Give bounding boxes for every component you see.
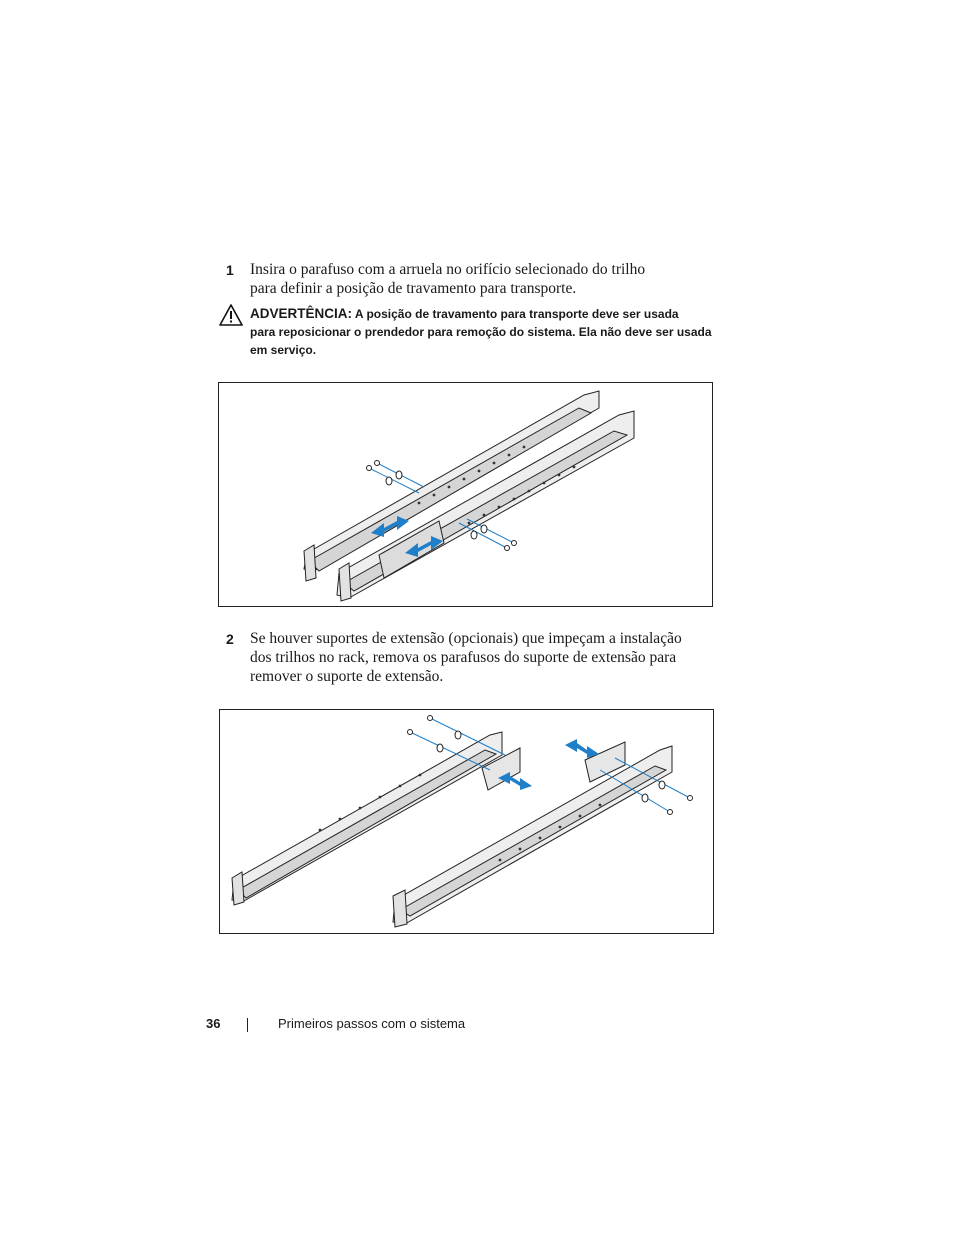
screw-icon [408,730,413,735]
rail-right-bracket [393,890,407,927]
figure-rail-transport-lock [218,382,713,607]
rail-illustration-2 [220,710,715,935]
rail-front-bracket [339,563,351,601]
rail-illustration-1 [219,383,714,608]
warning-block [250,305,720,359]
step-2-line: Se houver suportes de extensão (opcionais) que impeçam a instalação [250,630,682,647]
step-1-text [250,260,720,298]
screw-icon [668,810,673,815]
step-2-number: 2 [226,631,234,647]
page-number: 36 [206,1016,221,1031]
step-2-line: remover o suporte de extensão. [250,668,444,685]
washer-icon [642,794,648,802]
warning-line-1: A posição de travamento para transporte deve ser usada [354,307,679,321]
rail-left-bracket [232,872,244,905]
screw-icon [375,461,380,466]
warning-label: ADVERTÊNCIA: [250,306,353,321]
washer-icon [471,531,477,539]
screw-icon [688,796,693,801]
warning-line-3: em serviço. [250,343,317,357]
washer-icon [455,731,461,739]
footer-divider [247,1018,248,1032]
step-1-number: 1 [226,262,234,278]
washer-icon [396,471,402,479]
step-1-line: Insira o parafuso com a arruela no orifício selecionado do trilho [250,261,646,278]
figure-extension-bracket-removal [219,709,714,934]
warning-triangle-icon [219,304,243,326]
step-2-text [250,629,720,686]
rail-back-bracket [304,545,316,581]
section-title: Primeiros passos com o sistema [278,1016,466,1031]
washer-icon [386,477,392,485]
washer-icon [437,744,443,752]
step-1-line: para definir a posição de travamento para transporte. [250,280,577,297]
screw-icon [505,546,510,551]
screw-icon [428,716,433,721]
step-2-line: dos trilhos no rack, remova os parafusos do suporte de extensão para [250,649,677,666]
washer-icon [481,525,487,533]
warning-line [250,305,720,323]
warning-line-2: para reposicionar o prendedor para remoção do sistema. Ela não deve ser usada [250,325,712,339]
rail-back-inner [309,408,591,571]
washer-icon [659,781,665,789]
screw-icon [367,466,372,471]
screw-icon [512,541,517,546]
